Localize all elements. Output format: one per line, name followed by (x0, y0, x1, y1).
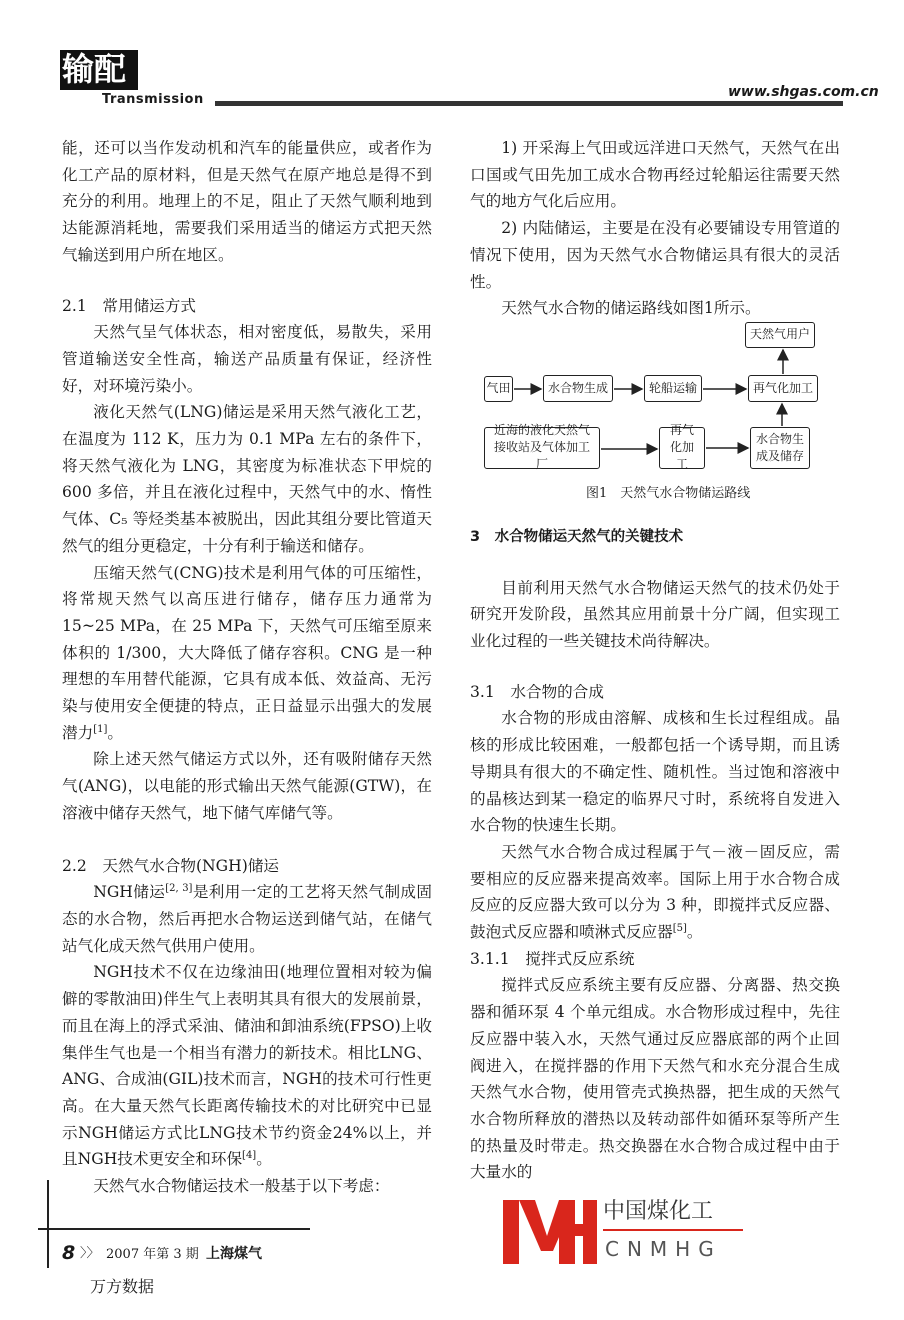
citation: [1] (93, 723, 108, 735)
figure-flow-diagram (470, 322, 840, 512)
footer-source: 万方数据 (90, 1277, 155, 1296)
paragraph (62, 560, 432, 747)
watermark (503, 1196, 743, 1268)
paragraph (470, 839, 840, 946)
page-number: 8 (62, 1242, 76, 1264)
flow-box: 轮船运输 (644, 375, 702, 402)
watermark-en: CNMHG (605, 1237, 722, 1262)
text: 。 (686, 923, 703, 942)
flow-box: 气田 (484, 376, 513, 402)
text: 是利用一定的工艺将天然气制成固态的水合物，然后再把水合物运送到储气站，在储气站气化成天然气供用户使用。 (62, 883, 432, 955)
flow-box: 天然气用户 (745, 322, 815, 348)
text: 压缩天然气(CNG)技术是利用气体的可压缩性，将常规天然气以高压进行储存，储存压力通常为 15~25 MPa，在 25 MPa 下，天然气可压缩至原来体积的 1/300，大大降低了储存容积。CNG 是一种理想的车用替代能源，它具有成本低、效益高、无污染与使用安全便捷的特点，正日益显示出强大的发展潜力 (62, 563, 432, 742)
paragraph: 天然气水合物储运技术一般基于以下考虑： (93, 1177, 390, 1196)
paragraph (62, 879, 432, 959)
paragraph: 水合物的形成由溶解、成核和生长过程组成。晶核的形成比较困难，一般都包括一个诱导期，而且诱导期具有很大的不确定性、随机性。当过饱和溶液中的晶核达到某一稳定的临界尺寸时，系统将自发进入水合物的快速生长期。 (470, 709, 840, 835)
section-heading: 3.1.1 搅拌式反应系统 (470, 949, 635, 968)
left-column (62, 135, 432, 1200)
logo-en: Transmission (102, 92, 204, 107)
right-column (470, 135, 840, 1268)
paragraph: 天然气水合物的储运路线如图1所示。 (501, 299, 761, 318)
paragraph: 能，还可以当作发动机和汽车的能量供应，或者作为化工产品的原材料，但是天然气在原产地总是得不到充分的利用。地理上的不足，阻止了天然气顺利地到达能源消耗地，需要我们采用适当的储运方式把天然气输送到用户所在地区。 (62, 139, 432, 264)
section-heading: 3 水合物储运天然气的关键技术 (470, 528, 684, 545)
footer-rule (38, 1228, 310, 1230)
section-heading: 2.2 天然气水合物(NGH)储运 (62, 856, 280, 875)
citation: [4] (242, 1150, 257, 1162)
text: 。 (256, 1150, 272, 1169)
watermark-rule (603, 1229, 743, 1231)
paragraph: 2) 内陆储运，主要是在没有必要铺设专用管道的情况下使用，因为天然气水合物储运具有很大的灵活性。 (470, 219, 840, 291)
text: NGH储运 (93, 883, 166, 902)
footer-vertical-rule (47, 1180, 49, 1268)
logo-cn: 输配 (62, 50, 127, 88)
watermark-logo-icon (503, 1196, 598, 1268)
flow-box: 水合物生成及储存 (750, 427, 810, 469)
paragraph: 搅拌式反应系统主要有反应器、分离器、热交换器和循环泵 4 个单元组成。水合物形成过程中，先往反应器中装入水，天然气通过反应器底部的两个止回阀进入，在搅拌器的作用下天然气和水充分混合生成天然气水合物，使用管壳式换热器，把生成的天然气水合物所释放的潜热以及转动部件如循环泵等所产生的热量及时带走。热交换器在水合物合成过程中由于大量水的 (470, 976, 840, 1182)
header-rule (215, 101, 843, 106)
citation: [5] (672, 922, 687, 934)
flow-box: 近海的液化天然气接收站及气体加工厂 (484, 427, 600, 469)
footer-journal: 上海煤气 (206, 1246, 262, 1262)
flow-box: 再气化加工 (659, 427, 705, 469)
flow-box: 再气化加工 (748, 375, 818, 402)
figure-arrows (470, 322, 840, 512)
paragraph: 天然气呈气体状态，相对密度低，易散失，采用管道输送安全性高，输送产品质量有保证，经济性好，对环境污染小。 (62, 323, 432, 395)
section-heading: 3.1 水合物的合成 (470, 682, 604, 701)
footer-issue: 2007 年第 3 期 (106, 1247, 199, 1262)
text: 。 (107, 723, 123, 742)
footer-arrows: 〉〉 (80, 1246, 100, 1261)
paragraph (62, 959, 432, 1173)
paragraph: 液化天然气(LNG)储运是采用天然气液化工艺，在温度为 112 K，压力为 0.1 MPa 左右的条件下，将天然气液化为 LNG，其密度为标准状态下甲烷的 600 多倍，并且在液化过程中，天然气中的水、惰性气体、C₅ 等烃类基本被脱出，因此其组分要比管道天然气的组分更稳定，十分有利于输送和储存。 (62, 403, 432, 555)
text: NGH技术不仅在边缘油田(地理位置相对较为偏僻的零散油田)伴生气上表明其具有很大的发展前景，而且在海上的浮式采油、储油和卸油系统(FPSO)上收集伴生气也是一个相当有潜力的新技术。相比LNG、ANG、合成油(GIL)技术而言，NGH的技术可行性更高。在大量天然气长距离传输技术的对比研究中已显示NGH储运方式比LNG技术节约资金24%以上，并且NGH技术更安全和环保 (62, 963, 432, 1169)
section-heading: 2.1 常用储运方式 (62, 296, 196, 315)
header-url: www.shgas.com.cn (728, 84, 879, 100)
paragraph: 1) 开采海上气田或远洋进口天然气，天然气在出口国或气田先加工成水合物再经过轮船运往需要天然气的地方气化后应用。 (470, 139, 840, 211)
paragraph: 目前利用天然气水合物储运天然气的技术仍处于研究开发阶段，虽然其应用前景十分广阔，但实现工业化过程的一些关键技术尚待解决。 (470, 578, 840, 651)
watermark-cn: 中国煤化工 (603, 1199, 714, 1225)
paragraph: 除上述天然气储运方式以外，还有吸附储存天然气(ANG)，以电能的形式输出天然气能源(GTW)，在溶液中储存天然气，地下储气库储气等。 (62, 750, 432, 822)
citation: [2, 3] (165, 883, 193, 895)
flow-box: 水合物生成 (543, 375, 613, 402)
figure-caption: 图1 天然气水合物储运路线 (586, 485, 751, 501)
text: 天然气水合物合成过程属于气－液－固反应，需要相应的反应器来提高效率。国际上用于水合物合成反应的反应器大致可以分为 3 种，即搅拌式反应器、鼓泡式反应器和喷淋式反应器 (470, 842, 840, 942)
